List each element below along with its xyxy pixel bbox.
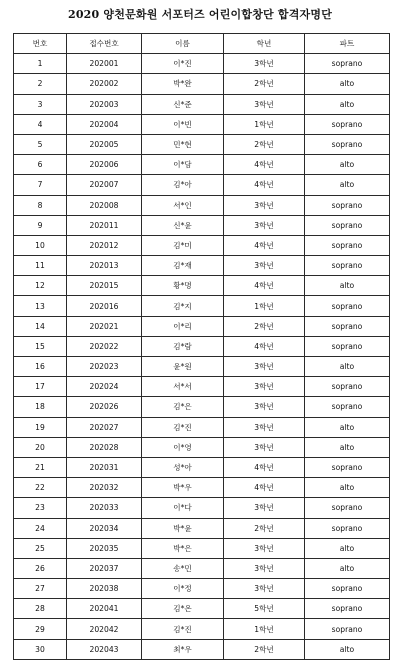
cell-name: 최*우	[142, 639, 224, 659]
cell-part: soprano	[305, 619, 390, 639]
table-row	[14, 74, 390, 94]
table-row	[14, 417, 390, 437]
cell-part: soprano	[305, 134, 390, 154]
cell-name: 박*윤	[142, 518, 224, 538]
cell-application-id: 202035	[67, 538, 142, 558]
cell-name: 김*지	[142, 296, 224, 316]
cell-number: 3	[14, 94, 67, 114]
cell-name: 이*정	[142, 579, 224, 599]
cell-grade: 4학년	[224, 235, 305, 255]
cell-name: 성*아	[142, 457, 224, 477]
cell-application-id: 202005	[67, 134, 142, 154]
cell-grade: 1학년	[224, 114, 305, 134]
cell-application-id: 202034	[67, 518, 142, 538]
cell-application-id: 202004	[67, 114, 142, 134]
cell-name: 김*진	[142, 417, 224, 437]
table-body	[14, 54, 390, 660]
cell-grade: 3학년	[224, 498, 305, 518]
cell-grade: 2학년	[224, 134, 305, 154]
cell-part: soprano	[305, 215, 390, 235]
cell-application-id: 202028	[67, 437, 142, 457]
table-row	[14, 256, 390, 276]
cell-number: 18	[14, 397, 67, 417]
cell-number: 21	[14, 457, 67, 477]
table-row	[14, 215, 390, 235]
cell-application-id: 202002	[67, 74, 142, 94]
table-row	[14, 134, 390, 154]
cell-name: 서*인	[142, 195, 224, 215]
cell-application-id: 202037	[67, 558, 142, 578]
cell-number: 2	[14, 74, 67, 94]
cell-application-id: 202006	[67, 155, 142, 175]
cell-number: 5	[14, 134, 67, 154]
cell-grade: 3학년	[224, 558, 305, 578]
cell-number: 10	[14, 235, 67, 255]
page-title: 2020 양천문화원 서포터즈 어린이합창단 합격자명단	[67, 8, 333, 21]
cell-grade: 3학년	[224, 579, 305, 599]
cell-name: 이*리	[142, 316, 224, 336]
cell-grade: 4학년	[224, 336, 305, 356]
cell-name: 민*현	[142, 134, 224, 154]
cell-name: 박*은	[142, 538, 224, 558]
table-row	[14, 538, 390, 558]
cell-grade: 2학년	[224, 639, 305, 659]
table-row	[14, 114, 390, 134]
cell-grade: 3학년	[224, 54, 305, 74]
cell-number: 20	[14, 437, 67, 457]
cell-name: 김*온	[142, 599, 224, 619]
cell-part: soprano	[305, 457, 390, 477]
cell-grade: 1학년	[224, 296, 305, 316]
cell-name: 황*명	[142, 276, 224, 296]
cell-application-id: 202041	[67, 599, 142, 619]
table-row	[14, 558, 390, 578]
cell-name: 이*빈	[142, 114, 224, 134]
cell-name: 송*민	[142, 558, 224, 578]
cell-number: 16	[14, 357, 67, 377]
cell-application-id: 202008	[67, 195, 142, 215]
table-row	[14, 54, 390, 74]
cell-number: 29	[14, 619, 67, 639]
cell-part: soprano	[305, 256, 390, 276]
cell-name: 김*재	[142, 256, 224, 276]
table-row	[14, 296, 390, 316]
cell-part: soprano	[305, 599, 390, 619]
cell-grade: 4학년	[224, 175, 305, 195]
table-row	[14, 518, 390, 538]
cell-part: soprano	[305, 579, 390, 599]
cell-application-id: 202031	[67, 457, 142, 477]
table-row	[14, 195, 390, 215]
cell-number: 17	[14, 377, 67, 397]
cell-number: 30	[14, 639, 67, 659]
cell-name: 신*윤	[142, 215, 224, 235]
cell-part: soprano	[305, 377, 390, 397]
cell-name: 김*람	[142, 336, 224, 356]
cell-grade: 4학년	[224, 155, 305, 175]
table-row	[14, 94, 390, 114]
cell-name: 김*미	[142, 235, 224, 255]
cell-name: 박*완	[142, 74, 224, 94]
cell-application-id: 202033	[67, 498, 142, 518]
cell-grade: 3학년	[224, 195, 305, 215]
cell-grade: 4학년	[224, 276, 305, 296]
cell-application-id: 202012	[67, 235, 142, 255]
cell-application-id: 202003	[67, 94, 142, 114]
cell-part: alto	[305, 417, 390, 437]
cell-part: alto	[305, 155, 390, 175]
cell-part: soprano	[305, 54, 390, 74]
table-row	[14, 478, 390, 498]
header-grade: 학년	[224, 34, 305, 54]
cell-part: alto	[305, 357, 390, 377]
cell-application-id: 202013	[67, 256, 142, 276]
cell-grade: 2학년	[224, 518, 305, 538]
cell-application-id: 202015	[67, 276, 142, 296]
cell-number: 11	[14, 256, 67, 276]
cell-name: 신*준	[142, 94, 224, 114]
cell-grade: 1학년	[224, 619, 305, 639]
cell-part: alto	[305, 558, 390, 578]
cell-part: alto	[305, 94, 390, 114]
table-row	[14, 397, 390, 417]
table-row	[14, 276, 390, 296]
table-row	[14, 175, 390, 195]
cell-application-id: 202038	[67, 579, 142, 599]
header-part: 파트	[305, 34, 390, 54]
cell-grade: 3학년	[224, 94, 305, 114]
cell-number: 22	[14, 478, 67, 498]
cell-name: 이*다	[142, 498, 224, 518]
cell-grade: 5학년	[224, 599, 305, 619]
table-row	[14, 377, 390, 397]
cell-part: soprano	[305, 518, 390, 538]
cell-grade: 2학년	[224, 74, 305, 94]
cell-grade: 3학년	[224, 215, 305, 235]
cell-number: 23	[14, 498, 67, 518]
cell-part: alto	[305, 74, 390, 94]
cell-application-id: 202026	[67, 397, 142, 417]
table-row	[14, 619, 390, 639]
cell-application-id: 202024	[67, 377, 142, 397]
table-header	[14, 34, 390, 54]
table-row	[14, 155, 390, 175]
cell-grade: 4학년	[224, 478, 305, 498]
cell-part: soprano	[305, 296, 390, 316]
cell-number: 28	[14, 599, 67, 619]
table-row	[14, 316, 390, 336]
cell-grade: 3학년	[224, 417, 305, 437]
cell-number: 9	[14, 215, 67, 235]
cell-grade: 3학년	[224, 377, 305, 397]
cell-number: 15	[14, 336, 67, 356]
cell-number: 7	[14, 175, 67, 195]
table-row	[14, 457, 390, 477]
cell-part: soprano	[305, 316, 390, 336]
cell-number: 8	[14, 195, 67, 215]
cell-name: 이*진	[142, 54, 224, 74]
cell-part: soprano	[305, 195, 390, 215]
cell-grade: 3학년	[224, 397, 305, 417]
cell-number: 6	[14, 155, 67, 175]
cell-number: 27	[14, 579, 67, 599]
cell-application-id: 202001	[67, 54, 142, 74]
table-row	[14, 437, 390, 457]
cell-number: 12	[14, 276, 67, 296]
table-row	[14, 639, 390, 659]
table-row	[14, 579, 390, 599]
table-row	[14, 599, 390, 619]
cell-grade: 2학년	[224, 316, 305, 336]
cell-part: alto	[305, 437, 390, 457]
cell-grade: 3학년	[224, 357, 305, 377]
cell-part: soprano	[305, 114, 390, 134]
cell-application-id: 202011	[67, 215, 142, 235]
cell-part: alto	[305, 538, 390, 558]
cell-number: 26	[14, 558, 67, 578]
cell-part: alto	[305, 639, 390, 659]
cell-name: 이*담	[142, 155, 224, 175]
cell-part: alto	[305, 175, 390, 195]
cell-number: 25	[14, 538, 67, 558]
cell-number: 14	[14, 316, 67, 336]
cell-number: 4	[14, 114, 67, 134]
table-row	[14, 498, 390, 518]
cell-application-id: 202021	[67, 316, 142, 336]
cell-part: soprano	[305, 397, 390, 417]
cell-name: 윤*원	[142, 357, 224, 377]
cell-application-id: 202032	[67, 478, 142, 498]
table-row	[14, 357, 390, 377]
cell-grade: 3학년	[224, 256, 305, 276]
table-row	[14, 336, 390, 356]
cell-grade: 3학년	[224, 437, 305, 457]
cell-name: 김*은	[142, 397, 224, 417]
header-name: 이름	[142, 34, 224, 54]
cell-application-id: 202043	[67, 639, 142, 659]
cell-application-id: 202022	[67, 336, 142, 356]
cell-part: alto	[305, 478, 390, 498]
header-row	[14, 34, 390, 54]
cell-number: 24	[14, 518, 67, 538]
cell-application-id: 202027	[67, 417, 142, 437]
cell-part: soprano	[305, 498, 390, 518]
cell-part: alto	[305, 276, 390, 296]
cell-grade: 3학년	[224, 538, 305, 558]
cell-name: 이*영	[142, 437, 224, 457]
cell-number: 13	[14, 296, 67, 316]
cell-name: 박*우	[142, 478, 224, 498]
cell-number: 19	[14, 417, 67, 437]
cell-grade: 4학년	[224, 457, 305, 477]
cell-number: 1	[14, 54, 67, 74]
header-application-id: 접수번호	[67, 34, 142, 54]
cell-application-id: 202007	[67, 175, 142, 195]
results-table	[13, 33, 390, 660]
cell-application-id: 202016	[67, 296, 142, 316]
cell-name: 김*아	[142, 175, 224, 195]
cell-name: 서*서	[142, 377, 224, 397]
cell-application-id: 202042	[67, 619, 142, 639]
cell-application-id: 202023	[67, 357, 142, 377]
cell-name: 김*진	[142, 619, 224, 639]
table-row	[14, 235, 390, 255]
cell-part: soprano	[305, 336, 390, 356]
header-number: 번호	[14, 34, 67, 54]
cell-part: soprano	[305, 235, 390, 255]
